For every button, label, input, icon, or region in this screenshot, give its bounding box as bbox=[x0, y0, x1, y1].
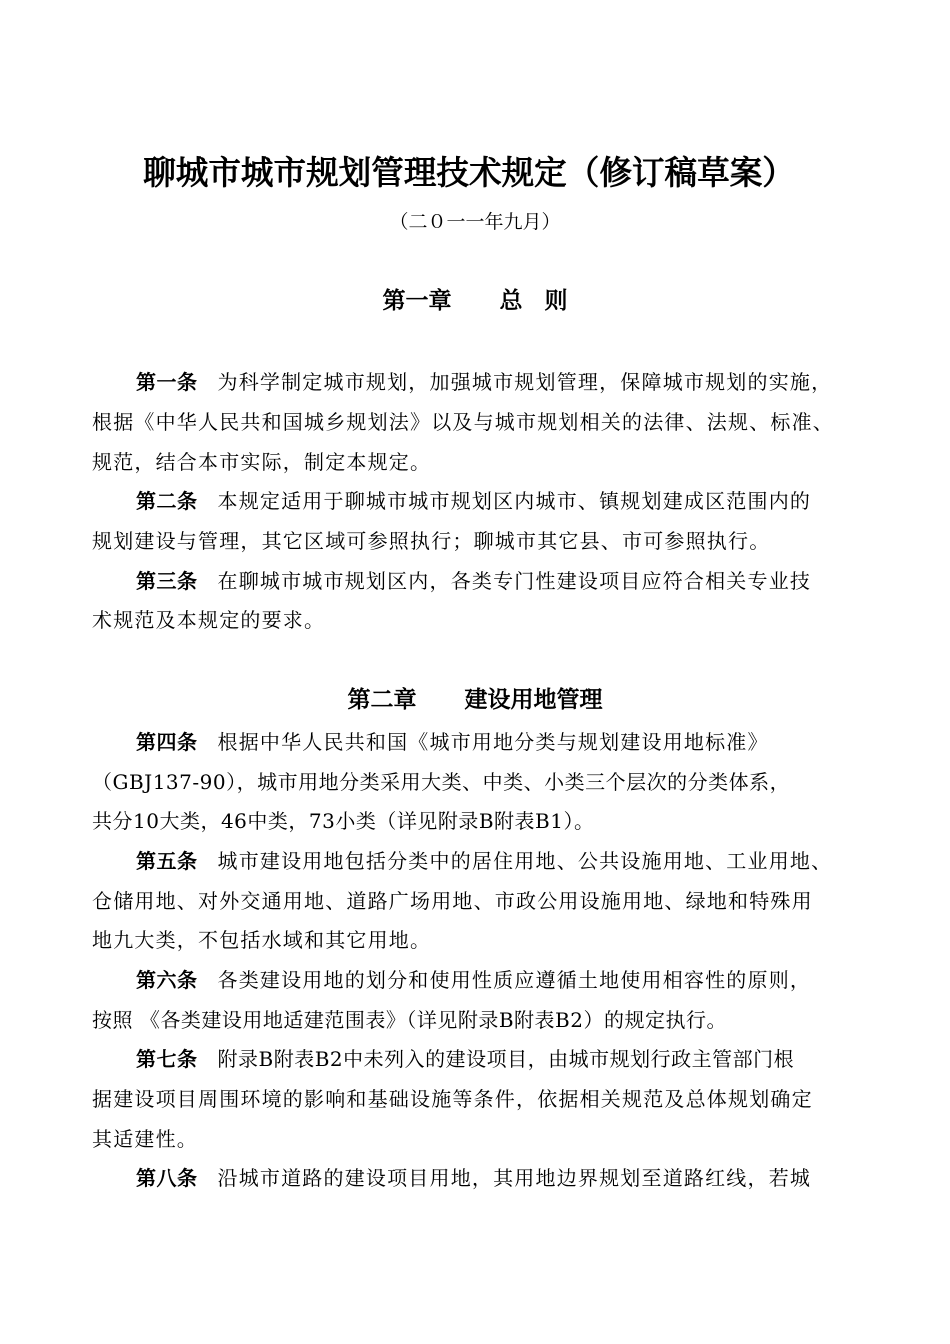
chapter-number: 第二章 bbox=[347, 687, 417, 713]
article-text: 在聊城市城市规划区内，各类专门性建设项目应符合相关专业技 bbox=[217, 569, 812, 593]
article-label: 第一条 bbox=[136, 370, 198, 394]
article-label: 第四条 bbox=[136, 730, 198, 754]
article-5-line-3: 地九大类，不包括水域和其它用地。 bbox=[92, 928, 432, 952]
document-title: 聊城市城市规划管理技术规定（修订稿草案） bbox=[143, 153, 795, 192]
article-1-line-2: 根据《中华人民共和国城乡规划法》以及与城市规划相关的法律、法规、标准、 bbox=[92, 410, 834, 434]
article-label: 第六条 bbox=[136, 968, 198, 992]
article-1-line-1 bbox=[136, 367, 916, 397]
article-4-line-2: （GBJ137-90），城市用地分类采用大类、中类、小类三个层次的分类体系， bbox=[92, 770, 791, 794]
article-text: 根据中华人民共和国《城市用地分类与规划建设用地标准》 bbox=[217, 730, 769, 754]
article-7-line-2: 据建设项目周围环境的影响和基础设施等条件，依据相关规范及总体规划确定 bbox=[92, 1087, 813, 1111]
article-3-line-1 bbox=[136, 566, 916, 596]
article-label: 第三条 bbox=[136, 569, 198, 593]
article-text: 为科学制定城市规划，加强城市规划管理，保障城市规划的实施， bbox=[217, 370, 833, 394]
chapter-number: 第一章 bbox=[382, 288, 452, 314]
chapter-name: 建设用地管理 bbox=[464, 687, 603, 713]
article-7-line-3: 其适建性。 bbox=[92, 1127, 198, 1151]
chapter-heading-2 bbox=[0, 683, 950, 717]
article-5-line-2: 仓储用地、对外交通用地、道路广场用地、市政公用设施用地、绿地和特殊用 bbox=[92, 889, 813, 913]
article-4-line-3: 共分10大类，46中类，73小类（详见附录B附表B1）。 bbox=[92, 809, 595, 833]
article-6-line-2: 按照 《各类建设用地适建范围表》（详见附录B附表B2）的规定执行。 bbox=[92, 1008, 727, 1032]
article-3-line-2: 术规范及本规定的要求。 bbox=[92, 608, 326, 632]
article-label: 第五条 bbox=[136, 849, 198, 873]
article-2-line-2: 规划建设与管理，其它区域可参照执行；聊城市其它县、市可参照执行。 bbox=[92, 529, 771, 553]
article-text: 沿城市道路的建设项目用地，其用地边界规划至道路红线，若城 bbox=[217, 1166, 812, 1190]
article-5-line-1 bbox=[136, 846, 916, 876]
article-text: 城市建设用地包括分类中的居住用地、公共设施用地、工业用地、 bbox=[217, 849, 833, 873]
article-text: 各类建设用地的划分和使用性质应遵循土地使用相容性的原则， bbox=[217, 968, 812, 992]
article-7-line-1 bbox=[136, 1044, 916, 1074]
article-6-line-1 bbox=[136, 965, 916, 995]
article-label: 第七条 bbox=[136, 1047, 198, 1071]
article-1-line-3: 规范，结合本市实际，制定本规定。 bbox=[92, 450, 432, 474]
article-text: 附录B附表B2中未列入的建设项目，由城市规划行政主管部门根 bbox=[217, 1047, 795, 1071]
chapter-name: 总则 bbox=[499, 288, 590, 314]
article-text: 本规定适用于聊城市城市规划区内城市、镇规划建成区范围内的 bbox=[217, 489, 812, 513]
document-date: （二０一一年九月） bbox=[389, 211, 561, 233]
article-2-line-1 bbox=[136, 486, 916, 516]
article-4-line-1 bbox=[136, 727, 916, 757]
chapter-heading-1 bbox=[0, 284, 950, 318]
article-8-line-1 bbox=[136, 1163, 916, 1193]
article-label: 第八条 bbox=[136, 1166, 198, 1190]
article-label: 第二条 bbox=[136, 489, 198, 513]
